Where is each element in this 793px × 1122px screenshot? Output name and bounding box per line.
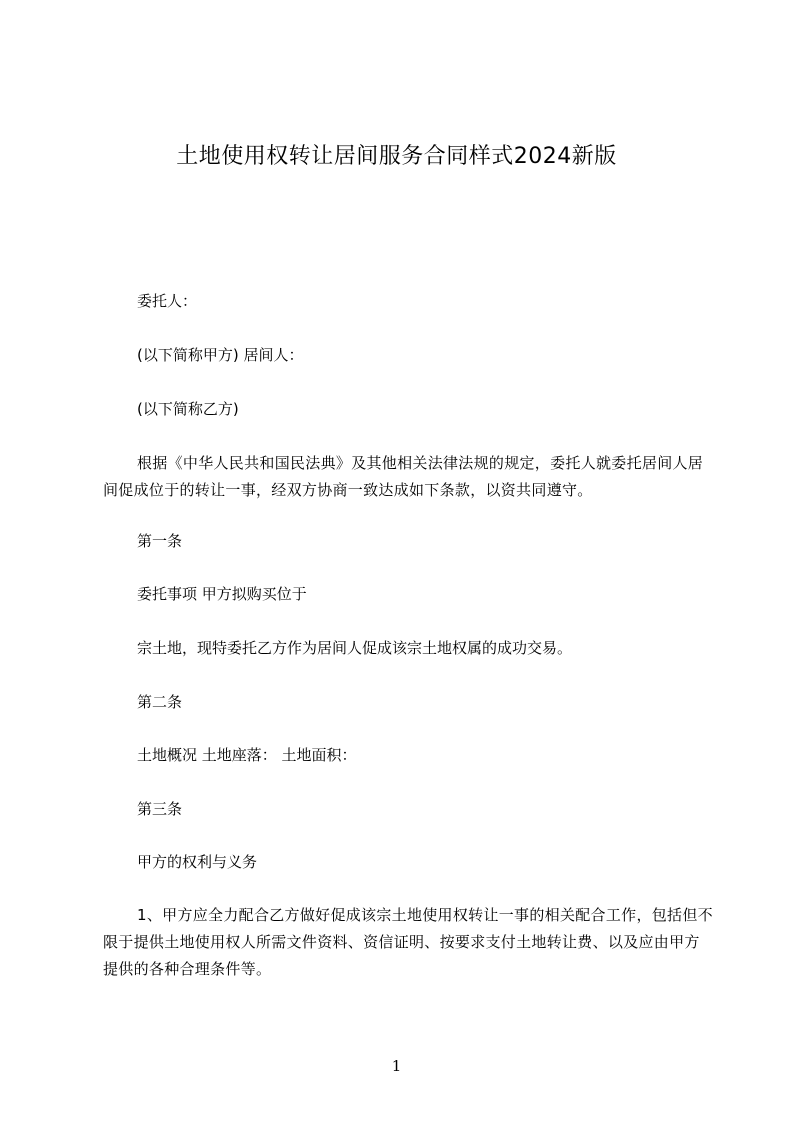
article-2-heading: 第二条 bbox=[137, 693, 183, 711]
document-title: 土地使用权转让居间服务合同样式2024新版 bbox=[176, 144, 617, 169]
article-1-heading: 第一条 bbox=[137, 532, 183, 550]
paragraph-legal-basis: 根据《中华人民共和国民法典》及其他相关法律法规的规定，委托人就委托居间人居间促成位于的转让一事，经双方协商一致达成如下条款，以资共同遵守。 bbox=[103, 454, 704, 499]
page-number: 1 bbox=[391, 1057, 402, 1075]
paragraph-land-transaction: 宗土地，现特委托乙方作为居间人促成该宗土地权属的成功交易。 bbox=[137, 639, 573, 657]
paragraph-principal: 委托人： bbox=[137, 292, 198, 310]
paragraph-party-b: (以下简称乙方) bbox=[137, 400, 239, 418]
paragraph-entrusted-matter: 委托事项 甲方拟购买位于 bbox=[137, 585, 307, 603]
article-3-heading: 第三条 bbox=[137, 800, 183, 818]
paragraph-land-overview: 土地概况 土地座落： 土地面积： bbox=[137, 746, 357, 764]
paragraph-party-a-obligation-1: 1、甲方应全力配合乙方做好促成该宗土地使用权转让一事的相关配合工作，包括但不限于提供土地使用权人所需文件资料、资信证明、按要求支付土地转让费、以及应由甲方提供的各种合理条件等。 bbox=[103, 906, 713, 978]
paragraph-party-a-rights-heading: 甲方的权利与义务 bbox=[137, 853, 258, 871]
paragraph-party-a-intermediary: (以下简称甲方) 居间人： bbox=[137, 346, 304, 364]
